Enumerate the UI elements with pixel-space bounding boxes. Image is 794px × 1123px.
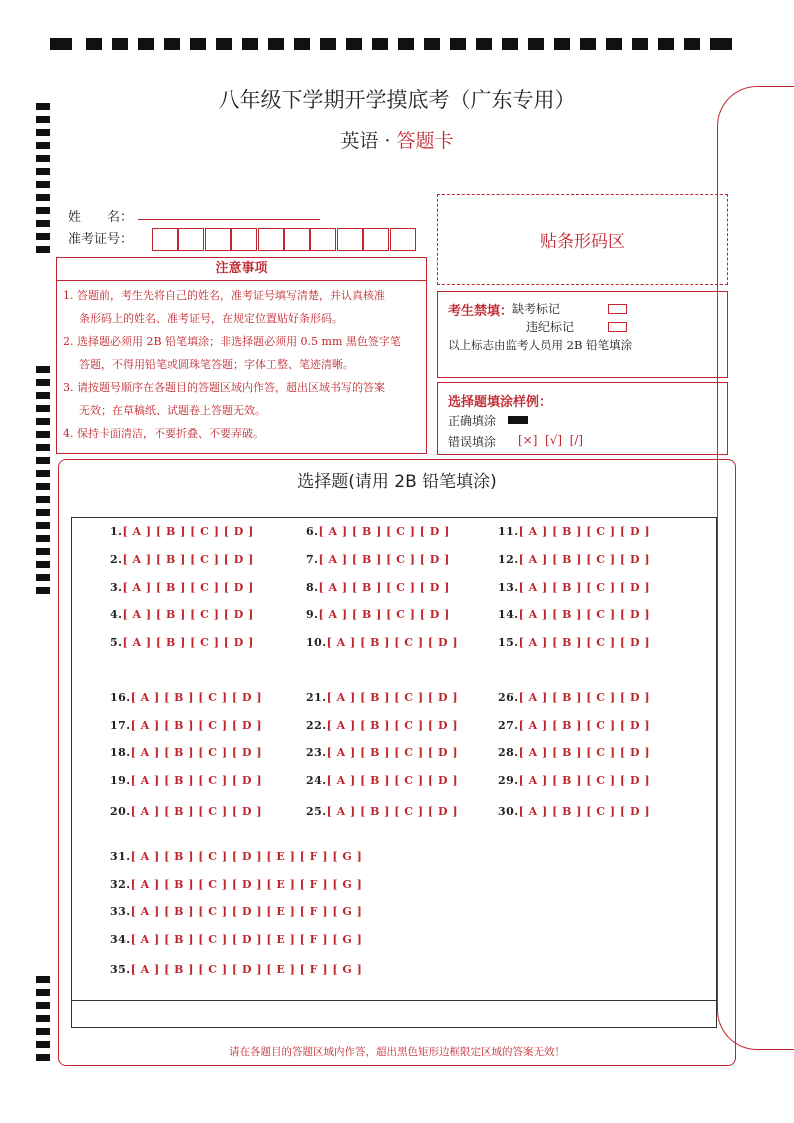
- answer-options[interactable]: [ A ] [ B ] [ C ] [ D ]: [518, 805, 651, 818]
- answer-options[interactable]: [ A ] [ B ] [ C ] [ D ]: [518, 691, 651, 704]
- answer-options[interactable]: [ A ] [ B ] [ C ] [ D ]: [318, 608, 450, 621]
- timing-mark: [450, 38, 466, 50]
- question-number: 31.: [110, 850, 131, 863]
- question-31[interactable]: [110, 850, 362, 863]
- answer-options[interactable]: [ A ] [ B ] [ C ] [ D ]: [130, 691, 263, 704]
- question-26[interactable]: [498, 691, 650, 704]
- question-16[interactable]: [110, 691, 262, 704]
- answer-options[interactable]: [ A ] [ B ] [ C ] [ D ]: [518, 774, 651, 787]
- question-3[interactable]: [110, 581, 254, 594]
- timing-mark: [710, 38, 732, 50]
- question-15[interactable]: [498, 636, 650, 649]
- answer-options[interactable]: [ A ] [ B ] [ C ] [ D ]: [326, 719, 459, 732]
- question-number: 22.: [306, 719, 327, 732]
- question-number: 35.: [110, 963, 131, 976]
- exam-id-digit-box[interactable]: [258, 228, 284, 251]
- notice-line: 1. 答题前，考生先将自己的姓名，准考证号填写清楚，并认真核准: [63, 289, 385, 302]
- wrong-fill-label: 错误填涂: [448, 435, 497, 449]
- timing-mark: [36, 181, 50, 188]
- answer-options[interactable]: [ A ] [ B ] [ C ] [ D ]: [122, 581, 254, 594]
- timing-mark: [164, 38, 180, 50]
- timing-mark: [242, 38, 258, 50]
- question-28[interactable]: [498, 746, 650, 759]
- timing-mark: [36, 470, 50, 477]
- question-1[interactable]: [110, 525, 254, 538]
- notice-line: 条形码上的姓名、准考证号，在规定位置贴好条形码。: [79, 312, 343, 325]
- timing-mark: [528, 38, 544, 50]
- answer-options[interactable]: [ A ] [ B ] [ C ] [ D ]: [518, 525, 651, 538]
- question-number: 33.: [110, 905, 131, 918]
- question-number: 8.: [306, 581, 319, 594]
- notice-line: 答题，不得用铅笔或圆珠笔答题；字体工整、笔迹清晰。: [79, 358, 354, 371]
- timing-mark: [36, 989, 50, 996]
- question-5[interactable]: [110, 636, 254, 649]
- forbid-note: 以上标志由监考人员用 2B 铅笔填涂: [448, 338, 633, 352]
- answer-options[interactable]: [ A ] [ B ] [ C ] [ D ]: [326, 746, 459, 759]
- timing-mark: [36, 535, 50, 542]
- forbid-label: 考生禁填：: [448, 304, 514, 319]
- question-number: 28.: [498, 746, 519, 759]
- timing-mark: [36, 155, 50, 162]
- timing-mark: [36, 1054, 50, 1061]
- timing-mark: [36, 366, 50, 373]
- timing-mark: [36, 246, 50, 253]
- question-19[interactable]: [110, 774, 262, 787]
- question-number: 32.: [110, 878, 131, 891]
- correct-fill-label: 正确填涂: [448, 414, 497, 428]
- footer-note: 请在各题目的答题区域内作答，超出黑色矩形边框限定区域的答案无效！: [229, 1046, 565, 1058]
- question-10[interactable]: [306, 636, 458, 649]
- answer-options[interactable]: [ A ] [ B ] [ C ] [ D ]: [518, 581, 651, 594]
- timing-mark: [36, 220, 50, 227]
- question-number: 17.: [110, 719, 131, 732]
- timing-mark: [268, 38, 284, 50]
- question-7[interactable]: [306, 553, 450, 566]
- question-number: 9.: [306, 608, 319, 621]
- violation-mark-box[interactable]: [608, 322, 627, 332]
- name-label: 姓 名：: [68, 210, 134, 225]
- subject-name: 英语 ·: [340, 130, 397, 152]
- answer-options[interactable]: [ A ] [ B ] [ C ] [ D ]: [130, 774, 263, 787]
- question-14[interactable]: [498, 608, 650, 621]
- timing-mark: [36, 561, 50, 568]
- question-27[interactable]: [498, 719, 650, 732]
- question-12[interactable]: [498, 553, 650, 566]
- question-34[interactable]: [110, 933, 362, 946]
- timing-mark: [606, 38, 622, 50]
- question-number: 21.: [306, 691, 327, 704]
- timing-mark: [50, 38, 72, 50]
- answer-options[interactable]: [ A ] [ B ] [ C ] [ D ]: [518, 719, 651, 732]
- notice-line: 2. 选择题必须用 2B 铅笔填涂；非选择题必须用 0.5 mm 黑色签字笔: [63, 335, 401, 348]
- timing-mark: [36, 379, 50, 386]
- barcode-label: 贴条形码区: [540, 232, 625, 252]
- timing-mark: [36, 168, 50, 175]
- timing-mark: [36, 548, 50, 555]
- subject-title: [0, 126, 794, 153]
- answer-options[interactable]: [ A ] [ B ] [ C ] [ D ]: [122, 553, 254, 566]
- question-number: 13.: [498, 581, 519, 594]
- answer-options[interactable]: [ A ] [ B ] [ C ] [ D ] [ E ] [ F ] [ G ]: [130, 850, 363, 863]
- question-number: 1.: [110, 525, 123, 538]
- timing-mark: [632, 38, 648, 50]
- answer-options[interactable]: [ A ] [ B ] [ C ] [ D ] [ E ] [ F ] [ G ]: [130, 963, 363, 976]
- question-number: 34.: [110, 933, 131, 946]
- question-number: 24.: [306, 774, 327, 787]
- timing-mark: [294, 38, 310, 50]
- question-13[interactable]: [498, 581, 650, 594]
- answer-options[interactable]: [ A ] [ B ] [ C ] [ D ]: [518, 636, 651, 649]
- exam-title: 八年级下学期开学摸底考（广东专用）: [218, 88, 576, 112]
- question-25[interactable]: [306, 805, 458, 818]
- answer-options[interactable]: [ A ] [ B ] [ C ] [ D ]: [130, 719, 263, 732]
- timing-mark: [36, 509, 50, 516]
- timing-mark: [36, 483, 50, 490]
- question-number: 30.: [498, 805, 519, 818]
- timing-mark: [36, 976, 50, 983]
- exam-id-digit-box[interactable]: [205, 228, 231, 251]
- timing-mark: [190, 38, 206, 50]
- question-17[interactable]: [110, 719, 262, 732]
- answer-options[interactable]: [ A ] [ B ] [ C ] [ D ]: [326, 636, 459, 649]
- question-23[interactable]: [306, 746, 458, 759]
- question-33[interactable]: [110, 905, 362, 918]
- question-20[interactable]: [110, 805, 262, 818]
- timing-mark: [86, 38, 102, 50]
- question-number: 12.: [498, 553, 519, 566]
- question-number: 5.: [110, 636, 123, 649]
- question-number: 6.: [306, 525, 319, 538]
- question-number: 7.: [306, 553, 319, 566]
- question-number: 3.: [110, 581, 123, 594]
- exam-id-digit-box[interactable]: [284, 228, 310, 251]
- timing-mark: [36, 1015, 50, 1022]
- exam-id-label: 准考证号：: [68, 232, 134, 247]
- question-number: 15.: [498, 636, 519, 649]
- timing-mark: [554, 38, 570, 50]
- question-22[interactable]: [306, 719, 458, 732]
- timing-mark: [138, 38, 154, 50]
- examiner-only-box: [437, 291, 728, 378]
- question-24[interactable]: [306, 774, 458, 787]
- answer-box-divider: [71, 1000, 717, 1001]
- exam-id-digit-box[interactable]: [152, 228, 178, 251]
- answer-options[interactable]: [ A ] [ B ] [ C ] [ D ] [ E ] [ F ] [ G ]: [130, 905, 363, 918]
- question-number: 10.: [306, 636, 327, 649]
- question-11[interactable]: [498, 525, 650, 538]
- question-29[interactable]: [498, 774, 650, 787]
- exam-id-digit-box[interactable]: [390, 228, 416, 251]
- card-label: 答题卡: [396, 130, 454, 152]
- answer-options[interactable]: [ A ] [ B ] [ C ] [ D ]: [318, 525, 450, 538]
- answer-options[interactable]: [ A ] [ B ] [ C ] [ D ] [ E ] [ F ] [ G ]: [130, 878, 363, 891]
- timing-mark: [580, 38, 596, 50]
- question-number: 4.: [110, 608, 123, 621]
- absent-mark-box[interactable]: [608, 304, 627, 314]
- answer-options[interactable]: [ A ] [ B ] [ C ] [ D ]: [122, 636, 254, 649]
- question-number: 18.: [110, 746, 131, 759]
- timing-mark: [36, 116, 50, 123]
- question-4[interactable]: [110, 608, 254, 621]
- timing-mark: [36, 444, 50, 451]
- question-number: 14.: [498, 608, 519, 621]
- answer-options[interactable]: [ A ] [ B ] [ C ] [ D ]: [326, 805, 459, 818]
- timing-mark: [36, 1028, 50, 1035]
- notice-line: 4. 保持卡面清洁，不要折叠、不要弄破。: [63, 427, 264, 440]
- question-8[interactable]: [306, 581, 450, 594]
- timing-mark: [476, 38, 492, 50]
- correct-fill-sample: [508, 416, 528, 424]
- notice-heading: 注意事项: [57, 258, 426, 281]
- timing-mark: [346, 38, 362, 50]
- timing-mark: [36, 1041, 50, 1048]
- question-number: 20.: [110, 805, 131, 818]
- timing-mark: [36, 405, 50, 412]
- timing-mark: [684, 38, 700, 50]
- section-title: 选择题(请用 2B 铅笔填涂): [297, 472, 497, 492]
- answer-options[interactable]: [ A ] [ B ] [ C ] [ D ]: [130, 746, 263, 759]
- question-number: 25.: [306, 805, 327, 818]
- question-9[interactable]: [306, 608, 450, 621]
- timing-mark: [320, 38, 336, 50]
- exam-id-digit-box[interactable]: [231, 228, 257, 251]
- fill-sample-box: [437, 382, 728, 455]
- answer-options[interactable]: [ A ] [ B ] [ C ] [ D ]: [122, 608, 254, 621]
- question-number: 23.: [306, 746, 327, 759]
- timing-mark: [372, 38, 388, 50]
- timing-mark: [36, 587, 50, 594]
- timing-mark: [424, 38, 440, 50]
- timing-mark: [36, 418, 50, 425]
- timing-mark: [398, 38, 414, 50]
- question-number: 27.: [498, 719, 519, 732]
- timing-mark: [36, 392, 50, 399]
- violation-label: 违纪标记: [526, 320, 575, 334]
- question-6[interactable]: [306, 525, 450, 538]
- exam-id-digit-box[interactable]: [363, 228, 389, 251]
- timing-mark: [36, 522, 50, 529]
- answer-options[interactable]: [ A ] [ B ] [ C ] [ D ]: [518, 746, 651, 759]
- question-2[interactable]: [110, 553, 254, 566]
- question-18[interactable]: [110, 746, 262, 759]
- answer-options[interactable]: [ A ] [ B ] [ C ] [ D ]: [518, 608, 651, 621]
- timing-mark: [36, 194, 50, 201]
- timing-mark: [112, 38, 128, 50]
- top-timing-marks: [50, 38, 744, 52]
- question-number: 29.: [498, 774, 519, 787]
- question-number: 26.: [498, 691, 519, 704]
- name-field[interactable]: [138, 218, 320, 220]
- answer-options[interactable]: [ A ] [ B ] [ C ] [ D ]: [318, 581, 450, 594]
- timing-mark: [36, 1002, 50, 1009]
- question-30[interactable]: [498, 805, 650, 818]
- barcode-area: [437, 194, 728, 285]
- timing-mark: [36, 457, 50, 464]
- timing-mark: [216, 38, 232, 50]
- timing-mark: [36, 207, 50, 214]
- answer-options[interactable]: [ A ] [ B ] [ C ] [ D ]: [130, 805, 263, 818]
- notice-line: 无效；在草稿纸、试题卷上答题无效。: [79, 404, 266, 417]
- timing-mark: [36, 496, 50, 503]
- timing-mark: [658, 38, 674, 50]
- answer-options[interactable]: [ A ] [ B ] [ C ] [ D ]: [518, 553, 651, 566]
- notice-box: [56, 257, 427, 454]
- timing-mark: [36, 233, 50, 240]
- answer-options[interactable]: [ A ] [ B ] [ C ] [ D ]: [326, 774, 459, 787]
- sample-heading: 选择题填涂样例：: [448, 395, 553, 410]
- question-35[interactable]: [110, 963, 362, 976]
- exam-id-digit-box[interactable]: [310, 228, 336, 251]
- question-32[interactable]: [110, 878, 362, 891]
- question-number: 2.: [110, 553, 123, 566]
- notice-line: 3. 请按题号顺序在各题目的答题区域内作答，超出区域书写的答案: [63, 381, 385, 394]
- question-number: 19.: [110, 774, 131, 787]
- answer-options[interactable]: [ A ] [ B ] [ C ] [ D ] [ E ] [ F ] [ G ]: [130, 933, 363, 946]
- timing-mark: [36, 431, 50, 438]
- timing-mark: [502, 38, 518, 50]
- answer-options[interactable]: [ A ] [ B ] [ C ] [ D ]: [122, 525, 254, 538]
- answer-options[interactable]: [ A ] [ B ] [ C ] [ D ]: [318, 553, 450, 566]
- exam-id-digit-box[interactable]: [337, 228, 363, 251]
- answer-options[interactable]: [ A ] [ B ] [ C ] [ D ]: [326, 691, 459, 704]
- timing-mark: [36, 574, 50, 581]
- absent-label: 缺考标记: [512, 302, 561, 316]
- exam-id-digit-box[interactable]: [178, 228, 204, 251]
- wrong-fill-samples: [×] [√] [/]: [518, 433, 584, 447]
- question-number: 11.: [498, 525, 519, 538]
- question-number: 16.: [110, 691, 131, 704]
- question-21[interactable]: [306, 691, 458, 704]
